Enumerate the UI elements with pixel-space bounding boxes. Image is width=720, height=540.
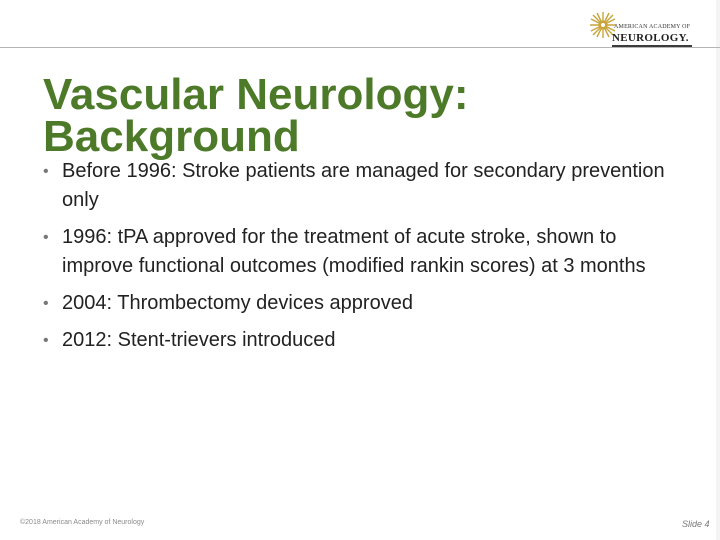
bullet-text: 2012: Stent-trievers introduced: [62, 329, 336, 351]
bullet-item: [43, 157, 683, 215]
logo-underline: [612, 45, 692, 47]
bullet-list: [43, 157, 683, 355]
bullet-item: [43, 289, 683, 318]
slide-edge-shade: [716, 0, 720, 540]
header-divider: [0, 47, 720, 48]
bullet-text: 1996: tPA approved for the treatment of acute stroke, shown to improve functional outcomes (modified rankin scores) at 3 months: [62, 226, 646, 277]
slide-title: Vascular Neurology: Background: [43, 70, 469, 161]
logo-line1: AMERICAN ACADEMY OF: [614, 24, 691, 30]
copyright-footer: ©2018 American Academy of Neurology: [20, 519, 145, 526]
bullet-icon: •: [43, 295, 49, 312]
bullet-item: [43, 223, 683, 281]
bullet-item: [43, 326, 683, 355]
bullet-text: Before 1996: Stroke patients are managed for secondary prevention only: [62, 160, 665, 211]
bullet-icon: •: [43, 229, 49, 246]
logo-wordmark: NEUROLOGY.: [612, 32, 689, 44]
slide-number: Slide 4: [682, 519, 710, 529]
aan-logo: [588, 10, 696, 46]
bullet-icon: •: [43, 163, 49, 180]
bullet-icon: •: [43, 332, 49, 349]
bullet-text: 2004: Thrombectomy devices approved: [62, 292, 413, 314]
